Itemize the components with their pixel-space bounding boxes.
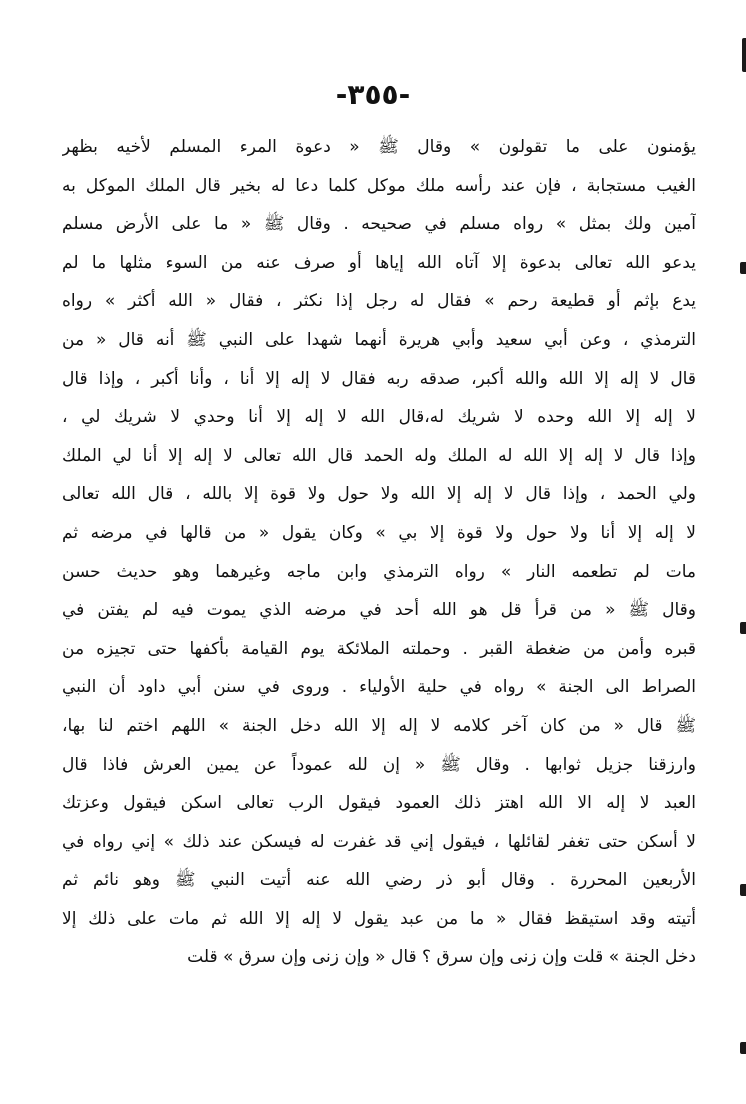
text-line: ولي الحمد ، وإذا قال لا إله إلا الله ولا حول ولا قوة إلا بالله ، قال الله تعالى bbox=[62, 484, 696, 505]
text-line: الترمذي ، وعن أبي سعيد وأبي هريرة أنهما شهدا على النبي ﷺ أنه قال « من bbox=[62, 329, 696, 350]
text-line: الأربعين المحررة . وقال أبو ذر رضي الله عنه أتيت النبي ﷺ وهو نائم ثم bbox=[62, 870, 696, 891]
page-edge-mark bbox=[740, 622, 746, 634]
text-line: دخل الجنة » قلت وإن زنى وإن سرق ؟ قال « وإن زنى وإن سرق » قلت bbox=[187, 947, 696, 968]
text-line: لا أسكن حتى تغفر لقائلها ، فيقول إني قد غفرت له فيسكن عند ذلك » إني رواه في bbox=[62, 831, 696, 852]
text-line: قال لا إله إلا الله والله أكبر، صدقه ربه فقال لا إله إلا أنا ، وأنا أكبر ، وإذا قال bbox=[62, 368, 696, 389]
text-line: يدع بإثم أو قطيعة رحم » فقال له رجل إذا نكثر ، فقال « الله أكثر » رواه bbox=[62, 291, 696, 312]
text-line: الغيب مستجابة ، فإن عند رأسه ملك موكل كلما دعا له بخير قال الملك الموكل به bbox=[62, 175, 696, 196]
text-line: العبد لا إله الا الله اهتز ذلك العمود فيقول الرب تعالى اسكن فيقول وعزتك bbox=[62, 793, 696, 814]
text-line: وقال ﷺ « من قرأ قل هو الله أحد في مرضه الذي يموت فيه لم يفتن في bbox=[62, 600, 696, 621]
text-line: وإذا قال لا إله إلا الله له الملك وله الحمد قال الله تعالى لا إله إلا أنا لي الملك bbox=[62, 445, 696, 466]
page-number: -٣٥٥- bbox=[335, 78, 411, 111]
page-edge-mark bbox=[740, 884, 746, 896]
text-line: لا إله إلا الله وحده لا شريك له،قال الله لا إله إلا أنا وحدي لا شريك لي ، bbox=[62, 407, 696, 428]
text-line: قبره وأمن من ضغطة القبر . وحملته الملائكة يوم القيامة بأكفها حتى تجيزه من bbox=[62, 638, 696, 659]
text-line: لا إله إلا أنا ولا حول ولا قوة إلا بي » وكان يقول « من قالها في مرضه ثم bbox=[62, 522, 696, 543]
text-line: مات لم تطعمه النار » رواه الترمذي وابن ماجه وغيرهما وهو حديث حسن bbox=[62, 561, 696, 582]
page-edge-mark bbox=[740, 1042, 746, 1054]
body-text bbox=[62, 128, 696, 977]
text-line: ﷺ قال « من كان آخر كلامه لا إله إلا الله دخل الجنة » اللهم اختم لنا بها، bbox=[62, 715, 696, 736]
text-line: يدعو الله تعالى بدعوة إلا آتاه الله إياها أو صرف عنه من السوء مثلها ما لم bbox=[62, 252, 696, 273]
text-line: وارزقنا جزيل ثوابها . وقال ﷺ « إن لله عموداً عن يمين العرش فاذا قال bbox=[62, 754, 696, 775]
text-line: أتيته وقد استيقظ فقال « ما من عبد يقول لا إله إلا الله ثم مات على ذلك إلا bbox=[62, 908, 696, 929]
page-edge-mark bbox=[740, 262, 746, 274]
text-line: الصراط الى الجنة » رواه في حلية الأولياء . وروى في سنن أبي داود أن النبي bbox=[62, 677, 696, 698]
text-line: يؤمنون على ما تقولون » وقال ﷺ « دعوة المرء المسلم لأخيه بظهر bbox=[62, 137, 696, 157]
page-edge-mark bbox=[742, 38, 746, 72]
text-line: آمين ولك بمثل » رواه مسلم في صحيحه . وقال ﷺ « ما على الأرض مسلم bbox=[62, 214, 696, 235]
